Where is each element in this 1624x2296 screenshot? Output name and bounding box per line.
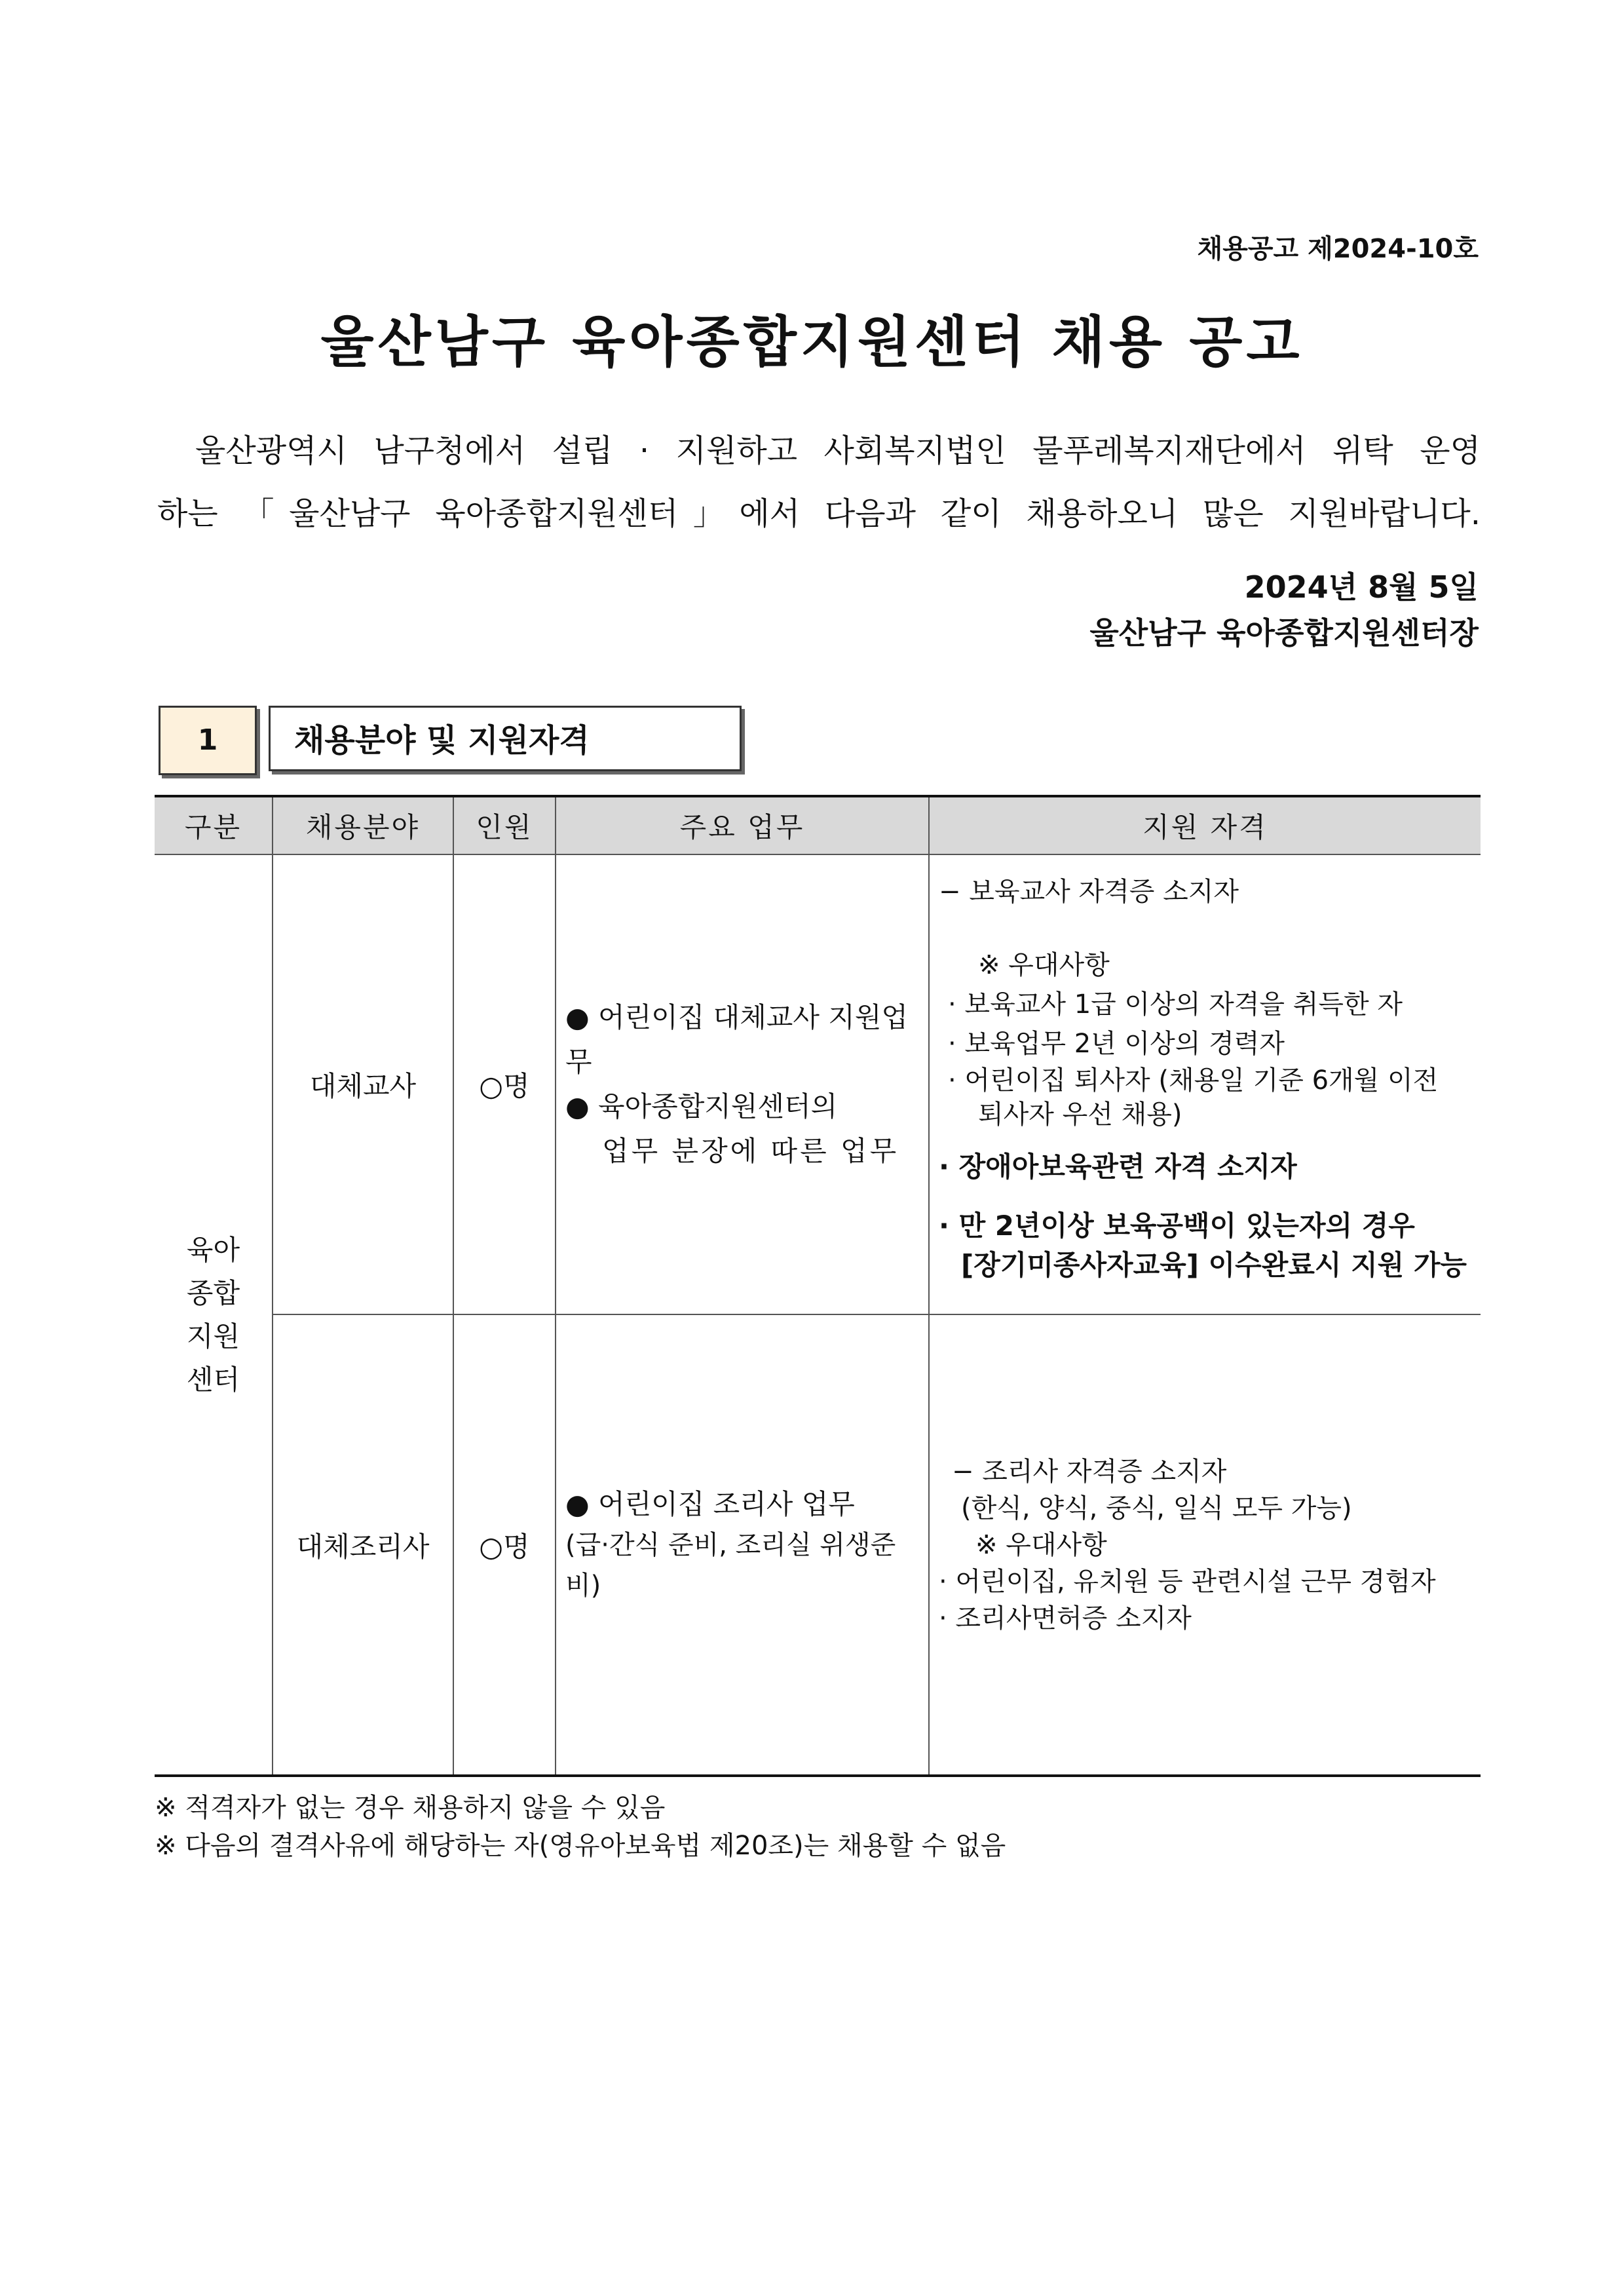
qualification-line: · 만 2년이상 보육공백이 있는자의 경우 [939, 1210, 1415, 1242]
duties-cell [556, 1314, 929, 1776]
division-cell: 육아 종합 지원 센터 [155, 854, 273, 1776]
header-division: 구분 [155, 796, 273, 854]
field-cell: 대체교사 [273, 854, 453, 1314]
duty-line: ● 어린이집 조리사 업무 [565, 1487, 855, 1520]
section-number-badge: 1 [159, 706, 257, 775]
section-title: 채용분야 및 지원자격 [269, 706, 742, 771]
count-cell: ○명 [453, 854, 556, 1314]
duty-line: ● 어린이집 대체교사 지원업무 [565, 1001, 908, 1078]
qualification-line: ※ 우대사항 [975, 1529, 1107, 1560]
qualification-line: − 조리사 자격증 소지자 [952, 1456, 1227, 1487]
footnote: ※ 적격자가 없는 경우 채용하지 않을 수 있음 [155, 1793, 666, 1823]
intro-paragraph [157, 419, 1481, 545]
notice-number: 채용공고 제2024-10호 [1197, 234, 1479, 264]
qualification-line: · 어린이집 퇴사자 (채용일 기준 6개월 이전 [948, 1065, 1439, 1096]
duty-line: (급·간식 준비, 조리실 위생준비) [565, 1529, 896, 1601]
table-row [155, 1314, 1481, 1776]
duties-cell [556, 854, 929, 1314]
notice-date: 2024년 8월 5일 [1244, 569, 1479, 605]
qualification-line: 퇴사자 우선 채용) [978, 1100, 1182, 1130]
qualification-line: · 보육업무 2년 이상의 경력자 [948, 1029, 1285, 1059]
header-count: 인원 [453, 796, 556, 854]
qualifications-cell [929, 854, 1481, 1314]
issuer-name: 울산남구 육아종합지원센터장 [1089, 615, 1479, 651]
header-duties: 주요 업무 [556, 796, 929, 854]
qualification-line: − 보육교사 자격증 소지자 [939, 877, 1239, 907]
header-field: 채용분야 [273, 796, 453, 854]
qualification-line: · 장애아보육관련 자격 소지자 [939, 1151, 1297, 1183]
intro-line-2: 하는 「울산남구 육아종합지원센터」에서 다음과 같이 채용하오니 많은 지원바랍니다. [157, 495, 1481, 532]
count-cell: ○명 [453, 1314, 556, 1776]
table-row [155, 854, 1481, 1314]
qualification-line: [장기미종사자교육] 이수완료시 지원 가능 [961, 1249, 1467, 1281]
page-title: 울산남구 육아종합지원센터 채용 공고 [320, 310, 1304, 374]
footnotes [155, 1789, 1006, 1865]
qualification-line: (한식, 양식, 중식, 일식 모두 가능) [961, 1493, 1352, 1523]
table-header-row [155, 796, 1481, 854]
header-qualifications: 지원 자격 [929, 796, 1481, 854]
qualification-line: ※ 우대사항 [978, 950, 1110, 980]
duty-line: 업무 분장에 따른 업무 [602, 1135, 899, 1167]
intro-line-1: 울산광역시 남구청에서 설립 · 지원하고 사회복지법인 물푸레복지재단에서 위탁 운영 [195, 432, 1481, 469]
qualifications-cell [929, 1314, 1481, 1776]
duty-line: ● 육아종합지원센터의 [565, 1090, 838, 1122]
field-cell: 대체조리사 [273, 1314, 453, 1776]
qualification-line: · 어린이집, 유치원 등 관련시설 근무 경험자 [939, 1566, 1436, 1597]
qualification-line: · 보육교사 1급 이상의 자격을 취득한 자 [948, 989, 1403, 1020]
recruitment-table [155, 795, 1481, 1777]
qualification-line: · 조리사면허증 소지자 [939, 1603, 1192, 1634]
footnote: ※ 다음의 결격사유에 해당하는 자(영유아보육법 제20조)는 채용할 수 없음 [155, 1831, 1006, 1861]
